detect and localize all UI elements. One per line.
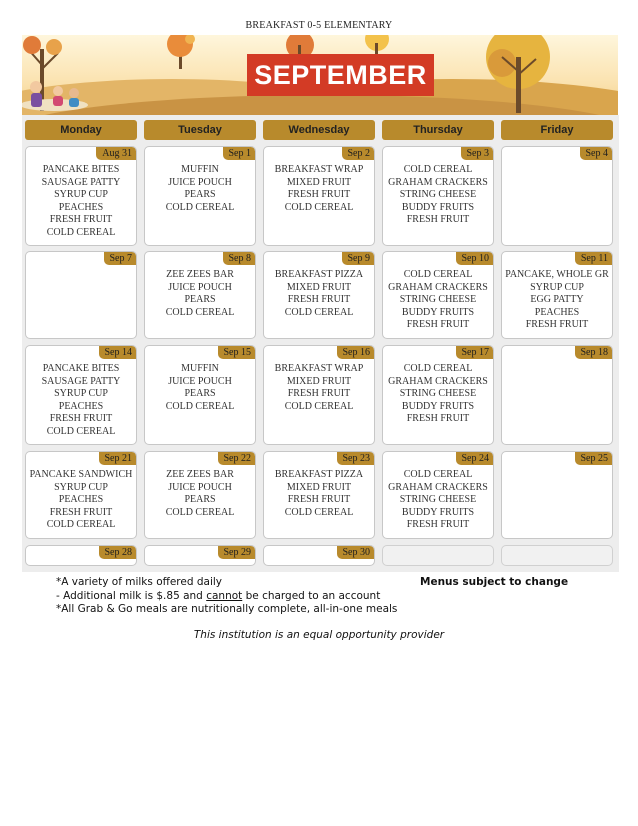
- weekday-header-monday: Monday: [25, 120, 137, 140]
- weekday-header-thursday: Thursday: [382, 120, 494, 140]
- day-cell-monday: [25, 146, 137, 246]
- menu-item: PEACHES: [58, 400, 104, 412]
- day-cell-tuesday: [144, 451, 256, 539]
- date-badge: Sep 15: [218, 346, 256, 359]
- menu-item: EGG PATTY: [530, 294, 584, 305]
- day-cell-monday: [25, 451, 137, 539]
- day-cell-thursday: [382, 345, 494, 445]
- menus-subject-to-change: Menus subject to change: [420, 576, 569, 588]
- date-badge: Sep 18: [575, 346, 613, 359]
- menu-item: STRING CHEESE: [399, 494, 477, 505]
- day-cell-friday: [501, 545, 613, 566]
- menu-items: [264, 469, 374, 519]
- menu-item: SYRUP CUP: [54, 481, 108, 493]
- date-badge: Sep 25: [575, 452, 613, 465]
- menu-item: COLD CEREAL: [284, 201, 354, 213]
- menu-item: PEACHES: [58, 494, 104, 505]
- date-badge: Sep 11: [575, 252, 612, 265]
- date-badge: Sep 7: [104, 252, 137, 265]
- menu-item: MUFFIN: [181, 164, 219, 175]
- menu-item: JUICE POUCH: [168, 281, 232, 293]
- day-cell-friday: [501, 146, 613, 246]
- note-additional-milk: [56, 590, 397, 604]
- menu-item: PEARS: [184, 388, 216, 399]
- day-cell-thursday: [382, 545, 494, 566]
- menu-item: COLD CEREAL: [403, 269, 473, 280]
- menu-item: COLD CEREAL: [165, 201, 235, 213]
- menu-item: MUFFIN: [181, 363, 219, 374]
- menu-item: BREAKFAST WRAP: [274, 164, 364, 175]
- menu-item: COLD CEREAL: [165, 506, 235, 518]
- menu-item: FRESH FRUIT: [287, 189, 351, 200]
- menu-item: GRAHAM CRACKERS: [388, 375, 488, 387]
- autumn-banner: [22, 35, 618, 115]
- menu-item: FRESH FRUIT: [49, 506, 113, 518]
- date-badge: Sep 14: [99, 346, 137, 359]
- menu-items: [383, 164, 493, 227]
- date-badge: Sep 28: [99, 546, 137, 559]
- menu-item: FRESH FRUIT: [406, 519, 470, 530]
- date-badge: Sep 10: [456, 252, 494, 265]
- menu-item: BUDDY FRUITS: [401, 201, 475, 213]
- menu-item: FRESH FRUIT: [287, 294, 351, 305]
- menu-item: STRING CHEESE: [399, 294, 477, 305]
- note-additional-milk-text: - Additional milk is $.85 and: [56, 589, 207, 602]
- menu-item: STRING CHEESE: [399, 388, 477, 399]
- menu-item: COLD CEREAL: [284, 306, 354, 318]
- menu-item: MIXED FRUIT: [286, 176, 352, 188]
- menu-item: FRESH FRUIT: [406, 413, 470, 424]
- day-cell-thursday: [382, 146, 494, 246]
- day-cell-friday: [501, 251, 613, 339]
- menu-item: MIXED FRUIT: [286, 481, 352, 493]
- menu-item: BREAKFAST PIZZA: [274, 469, 364, 480]
- date-badge: Sep 4: [580, 147, 613, 160]
- menu-item: FRESH FRUIT: [49, 413, 113, 424]
- day-cell-wednesday: [263, 251, 375, 339]
- menu-item: PANCAKE SANDWICH: [29, 469, 133, 480]
- menu-items: [26, 363, 136, 438]
- day-cell-thursday: [382, 451, 494, 539]
- menu-item: MIXED FRUIT: [286, 375, 352, 387]
- menu-item: PANCAKE BITES: [42, 164, 120, 175]
- menu-item: COLD CEREAL: [165, 306, 235, 318]
- menu-item: COLD CEREAL: [46, 425, 116, 437]
- menu-item: BUDDY FRUITS: [401, 306, 475, 318]
- menu-items: [26, 469, 136, 532]
- footnotes: [56, 576, 397, 617]
- day-cell-tuesday: [144, 146, 256, 246]
- menu-item: FRESH FRUIT: [406, 214, 470, 225]
- day-cell-monday: [25, 251, 137, 339]
- menu-item: FRESH FRUIT: [406, 319, 470, 330]
- date-badge: Sep 1: [223, 147, 256, 160]
- day-cell-tuesday: [144, 345, 256, 445]
- menu-item: GRAHAM CRACKERS: [388, 481, 488, 493]
- menu-items: [264, 269, 374, 319]
- menu-items: [383, 269, 493, 332]
- menu-item: COLD CEREAL: [403, 363, 473, 374]
- note-grab-and-go: *All Grab & Go meals are nutritionally complete, all-in-one meals: [56, 603, 398, 615]
- menu-items: [264, 363, 374, 413]
- menu-item: FRESH FRUIT: [287, 494, 351, 505]
- date-badge: Sep 9: [342, 252, 375, 265]
- menu-item: PEACHES: [534, 306, 580, 318]
- menu-item: SAUSAGE PATTY: [41, 176, 121, 188]
- menu-items: [264, 164, 374, 214]
- menu-items: [502, 269, 612, 332]
- date-badge: Sep 2: [342, 147, 375, 160]
- menu-items: [26, 164, 136, 239]
- date-badge: Sep 16: [337, 346, 375, 359]
- menu-item: SAUSAGE PATTY: [41, 375, 121, 387]
- menu-item: PANCAKE, WHOLE GR: [505, 269, 609, 280]
- menu-item: BUDDY FRUITS: [401, 400, 475, 412]
- menu-item: PEARS: [184, 494, 216, 505]
- date-badge: Sep 24: [456, 452, 494, 465]
- menu-item: COLD CEREAL: [46, 519, 116, 530]
- day-cell-friday: [501, 451, 613, 539]
- menu-items: [383, 469, 493, 532]
- menu-items: [145, 164, 255, 214]
- menu-items: [145, 269, 255, 319]
- date-badge: Sep 21: [99, 452, 137, 465]
- menu-item: GRAHAM CRACKERS: [388, 176, 488, 188]
- menu-item: JUICE POUCH: [168, 481, 232, 493]
- day-cell-wednesday: [263, 345, 375, 445]
- menu-item: GRAHAM CRACKERS: [388, 281, 488, 293]
- date-badge: Sep 3: [461, 147, 494, 160]
- menu-item: PEARS: [184, 294, 216, 305]
- date-badge: Sep 30: [337, 546, 375, 559]
- day-cell-friday: [501, 345, 613, 445]
- menu-item: PANCAKE BITES: [42, 363, 120, 374]
- note-milk-variety: *A variety of milks offered daily: [56, 576, 223, 588]
- date-badge: Sep 22: [218, 452, 256, 465]
- menu-item: BREAKFAST PIZZA: [274, 269, 364, 280]
- date-badge: Sep 29: [218, 546, 256, 559]
- note-cannot-emphasis: cannot: [206, 589, 243, 602]
- menu-item: MIXED FRUIT: [286, 281, 352, 293]
- day-cell-tuesday: [144, 251, 256, 339]
- menu-item: ZEE ZEES BAR: [166, 469, 234, 480]
- menu-item: BREAKFAST WRAP: [274, 363, 364, 374]
- weekday-header-friday: Friday: [501, 120, 613, 140]
- menu-items: [145, 363, 255, 413]
- menu-items: [383, 363, 493, 426]
- weekday-header-tuesday: Tuesday: [144, 120, 256, 140]
- menu-item: ZEE ZEES BAR: [166, 269, 234, 280]
- menu-item: FRESH FRUIT: [49, 214, 113, 225]
- menu-item: COLD CEREAL: [403, 469, 473, 480]
- day-cell-tuesday: [144, 545, 256, 566]
- menu-item: PEARS: [184, 189, 216, 200]
- menu-item: COLD CEREAL: [46, 226, 116, 238]
- month-title: SEPTEMBER: [247, 54, 434, 96]
- date-badge: Sep 17: [456, 346, 494, 359]
- day-cell-monday: [25, 345, 137, 445]
- menu-item: SYRUP CUP: [54, 388, 108, 399]
- day-cell-thursday: [382, 251, 494, 339]
- menu-item: FRESH FRUIT: [287, 388, 351, 399]
- document-title: BREAKFAST 0-5 ELEMENTARY: [245, 20, 393, 31]
- menu-item: COLD CEREAL: [284, 506, 354, 518]
- day-cell-monday: [25, 545, 137, 566]
- menu-item: PEACHES: [58, 201, 104, 213]
- menu-item: SYRUP CUP: [530, 281, 584, 293]
- note-additional-milk-text-end: be charged to an account: [242, 589, 381, 602]
- menu-item: JUICE POUCH: [168, 375, 232, 387]
- menu-item: FRESH FRUIT: [525, 319, 589, 330]
- day-cell-wednesday: [263, 451, 375, 539]
- menu-item: COLD CEREAL: [403, 164, 473, 175]
- date-badge: Aug 31: [96, 147, 136, 160]
- day-cell-wednesday: [263, 545, 375, 566]
- date-badge: Sep 8: [223, 252, 256, 265]
- menu-item: SYRUP CUP: [54, 189, 108, 200]
- weekday-header-wednesday: Wednesday: [263, 120, 375, 140]
- menu-items: [145, 469, 255, 519]
- menu-item: COLD CEREAL: [165, 400, 235, 412]
- menu-calendar: [22, 115, 619, 572]
- day-cell-wednesday: [263, 146, 375, 246]
- equal-opportunity-statement: This institution is an equal opportunity provider: [193, 629, 445, 641]
- date-badge: Sep 23: [337, 452, 375, 465]
- menu-item: BUDDY FRUITS: [401, 506, 475, 518]
- menu-item: COLD CEREAL: [284, 400, 354, 412]
- menu-item: JUICE POUCH: [168, 176, 232, 188]
- menu-item: STRING CHEESE: [399, 189, 477, 200]
